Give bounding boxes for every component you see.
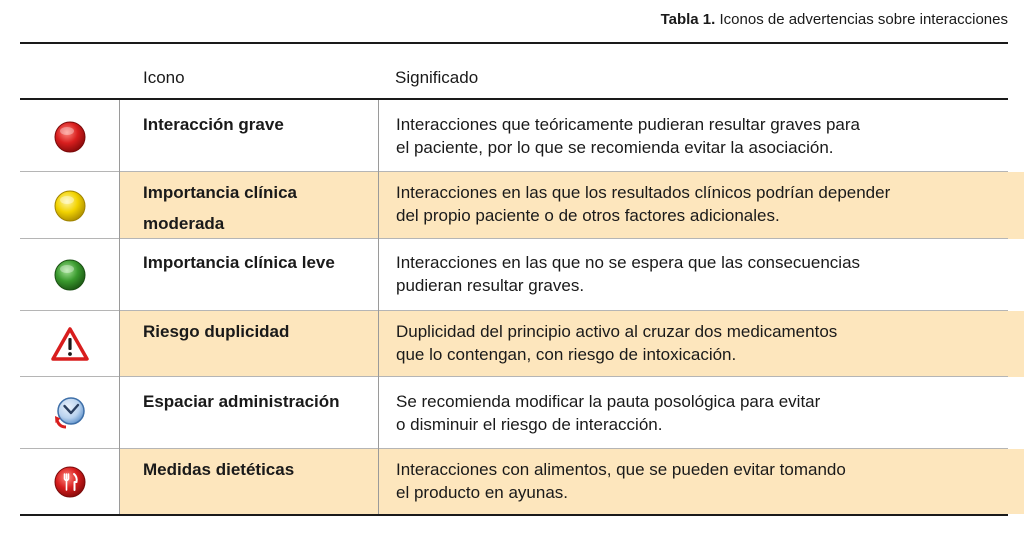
description-line: del propio paciente o de otros factores adicionales.: [396, 206, 780, 225]
description-line: Interacciones con alimentos, que se pueden evitar tomando: [396, 460, 846, 479]
clock-arrow-icon: [50, 393, 90, 433]
row-description: [396, 251, 996, 297]
yellow-circle-icon: [50, 186, 90, 226]
row-description: [396, 390, 996, 436]
description-line: Duplicidad del principio activo al cruzar dos medicamentos: [396, 322, 838, 341]
column-divider: [378, 100, 379, 514]
description-line: el producto en ayunas.: [396, 483, 569, 502]
row-description: [396, 458, 996, 504]
red-circle-icon: [50, 117, 90, 157]
bottom-rule: [20, 514, 1008, 516]
row-name: Importancia clínica leve: [143, 253, 335, 272]
column-divider: [119, 100, 120, 514]
table-caption: [661, 11, 1008, 28]
row-name: Riesgo duplicidad: [143, 322, 290, 341]
name-line: moderada: [143, 214, 225, 233]
warning-triangle-icon: [50, 324, 90, 364]
row-name: Espaciar administración: [143, 392, 340, 411]
description-line: Interacciones en las que los resultados clínicos podrían depender: [396, 183, 891, 202]
fork-knife-icon: [50, 462, 90, 502]
column-header-significado: Significado: [395, 68, 479, 87]
row-description: [396, 113, 996, 159]
green-circle-icon: [50, 255, 90, 295]
table-row: [20, 449, 1008, 514]
column-header-icono: Icono: [143, 68, 185, 87]
table-row: [20, 239, 1008, 311]
row-description: [396, 181, 996, 227]
description-line: pudieran resultar graves.: [396, 276, 585, 295]
description-line: que lo contengan, con riesgo de intoxicación.: [396, 345, 737, 364]
table-number: Tabla 1.: [660, 11, 716, 28]
name-line: Importancia clínica: [143, 183, 297, 202]
top-rule: [20, 42, 1008, 44]
description-line: o disminuir el riesgo de interacción.: [396, 415, 663, 434]
table-row: [20, 100, 1008, 172]
description-line: Se recomienda modificar la pauta posológica para evitar: [396, 392, 821, 411]
row-name: [143, 177, 383, 239]
table-row: [20, 172, 1008, 239]
table-row: [20, 377, 1008, 449]
row-description: [396, 320, 996, 366]
description-line: Interacciones en las que no se espera que las consecuencias: [396, 253, 861, 272]
table-row: [20, 311, 1008, 377]
row-name: Interacción grave: [143, 115, 284, 134]
table-title: Iconos de advertencias sobre interacciones: [715, 11, 1008, 28]
description-line: el paciente, por lo que se recomienda evitar la asociación.: [396, 138, 834, 157]
description-line: Interacciones que teóricamente pudieran resultar graves para: [396, 115, 860, 134]
row-name: Medidas dietéticas: [143, 460, 295, 479]
